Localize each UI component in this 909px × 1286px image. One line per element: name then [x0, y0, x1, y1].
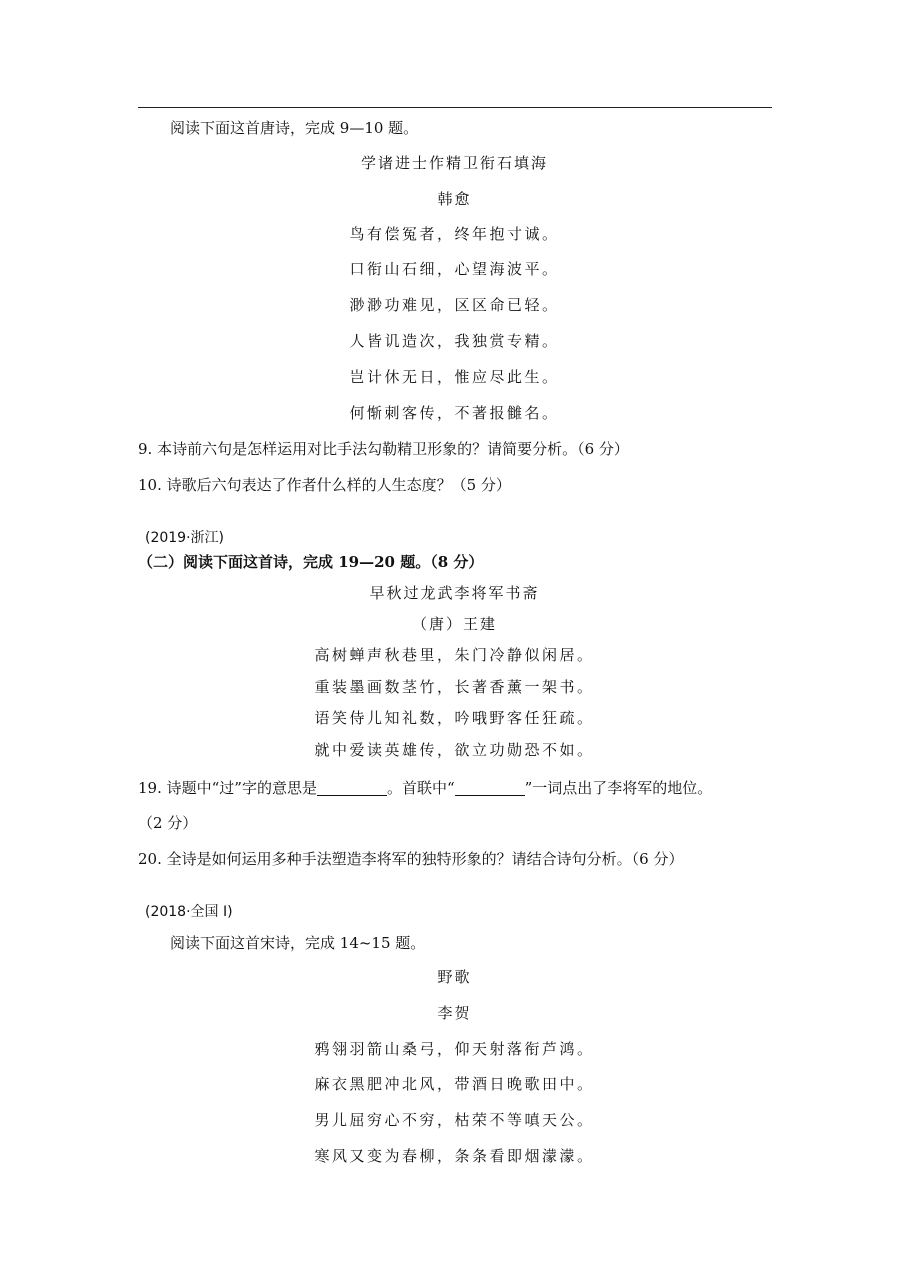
section1-intro: 阅读下面这首唐诗，完成 9—10 题。: [170, 119, 419, 137]
poem2-line: 语笑侍儿知礼数，吟哦野客任狂疏。: [314, 709, 595, 727]
answer-blank-1[interactable]: [317, 781, 387, 796]
top-divider: [138, 107, 772, 108]
question-20: 20. 全诗是如何运用多种手法塑造李将军的独特形象的？请结合诗句分析。（6 分）: [138, 850, 684, 868]
question-19-part-c: ”一词点出了李将军的地位。: [524, 779, 713, 797]
question-19: [138, 778, 712, 798]
poem2-line: 高树蝉声秋巷里，朱门冷静似闲居。: [314, 646, 595, 664]
section2-heading: （二）阅读下面这首诗，完成 19—20 题。（8 分）: [138, 553, 484, 571]
poem3-title: 野歌: [437, 968, 472, 986]
poem1-line: 人皆讥造次，我独赏专精。: [349, 332, 560, 350]
poem1-line: 渺渺功难见，区区命已轻。: [349, 296, 560, 314]
section3-intro: 阅读下面这首宋诗，完成 14~15 题。: [170, 934, 426, 952]
question-19-score: （2 分）: [138, 814, 198, 832]
poem2-line: 重装墨画数茎竹，长著香薰一架书。: [314, 678, 595, 696]
poem3-line: 鸦翎羽箭山桑弓，仰天射落衔芦鸿。: [314, 1040, 595, 1058]
question-19-part-b: 。首联中“: [386, 779, 455, 797]
poem3-line: 男儿屈穷心不穷，枯荣不等嗔天公。: [314, 1111, 595, 1129]
poem1-title: 学诸进士作精卫衔石填海: [360, 154, 548, 172]
question-9: 9. 本诗前六句是怎样运用对比手法勾勒精卫形象的？请简要分析。（6 分）: [138, 440, 629, 458]
poem2-title: 早秋过龙武李将军书斋: [369, 584, 540, 602]
poem1-line: 口衔山石细，心望海波平。: [349, 260, 560, 278]
answer-blank-2[interactable]: [455, 781, 525, 796]
poem2-line: 就中爱读英雄传，欲立功勋恐不如。: [314, 741, 595, 759]
question-10: 10. 诗歌后六句表达了作者什么样的人生态度？（5 分）: [138, 476, 511, 494]
section3-source: (2018·全国 I): [145, 904, 233, 920]
section2-source: (2019·浙江): [145, 530, 225, 546]
poem3-author: 李贺: [437, 1004, 472, 1022]
poem1-author: 韩愈: [437, 190, 472, 208]
question-19-part-a: 19. 诗题中“过”字的意思是: [138, 779, 317, 797]
poem3-line: 寒风又变为春柳，条条看即烟濛濛。: [314, 1147, 595, 1165]
poem1-line: 岂计休无日，惟应尽此生。: [349, 368, 560, 386]
poem2-author: （唐）王建: [411, 615, 497, 633]
poem3-line: 麻衣黑肥冲北风，带酒日晚歌田中。: [314, 1075, 595, 1093]
poem1-line: 鸟有偿冤者，终年抱寸诚。: [349, 225, 560, 243]
poem1-line: 何惭刺客传，不著报雠名。: [349, 404, 560, 422]
